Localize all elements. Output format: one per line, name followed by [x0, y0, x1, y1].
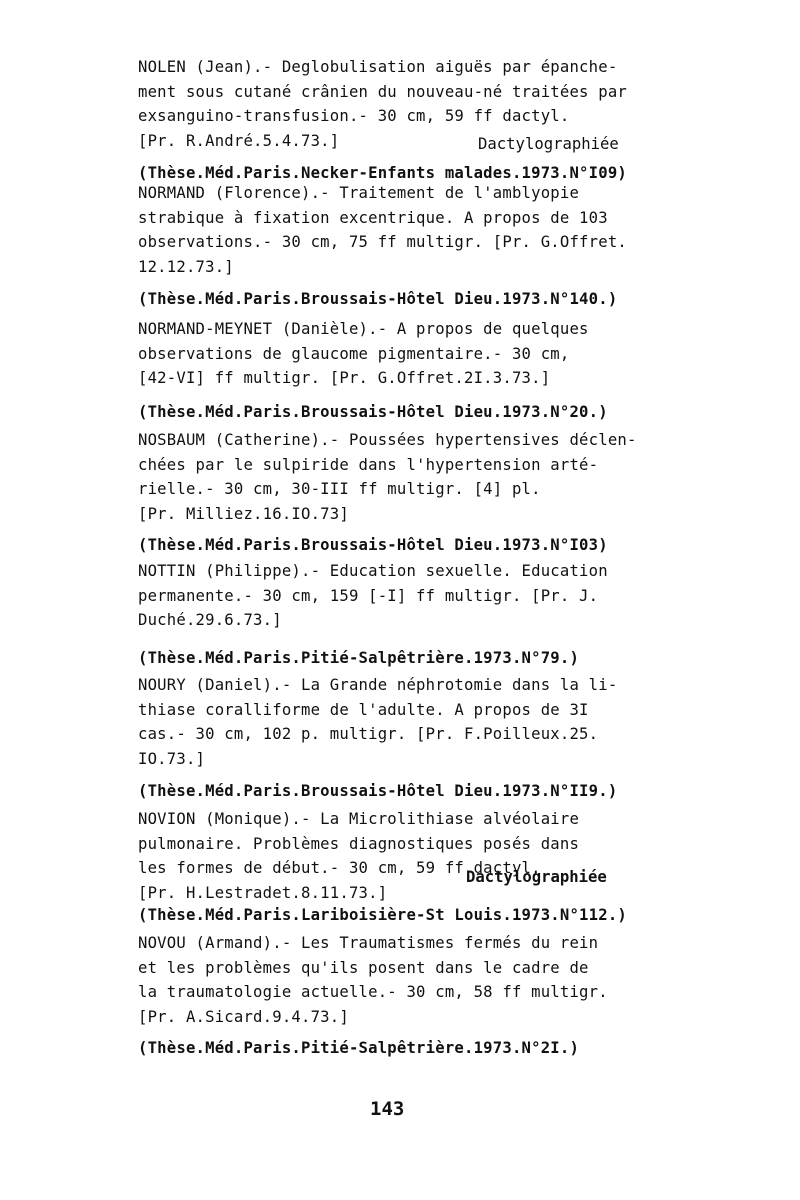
entry-line: NOTTIN (Philippe).- Education sexuelle. Education: [138, 562, 608, 580]
entry-citation: (Thèse.Méd.Paris.Pitié-Salpêtrière.1973.N°79.): [138, 649, 580, 667]
entry-line: ment sous cutané crânien du nouveau-né traitées par: [138, 82, 627, 101]
entry-line: NORMAND (Florence).- Traitement de l'amblyopie: [138, 184, 580, 202]
entry-line: strabique à fixation excentrique. A propos de 103: [138, 208, 608, 227]
entry-citation: (Thèse.Méd.Paris.Broussais-Hôtel Dieu.1973.N°20.): [138, 403, 608, 421]
entry-line: observations de glaucome pigmentaire.- 30 cm,: [138, 344, 570, 363]
entry-line: les formes de début.- 30 cm, 59 ff dactyl.: [138, 859, 541, 877]
format-marker: Dactylographiée: [478, 135, 619, 153]
entry-line: Duché.29.6.73.]: [138, 611, 282, 629]
entry-line: [42-VI] ff multigr. [Pr. G.Offret.2I.3.73.]: [138, 369, 551, 387]
entry-line: observations.- 30 cm, 75 ff multigr. [Pr. G.Offret.: [138, 233, 627, 251]
entry-line: et les problèmes qu'ils posent dans le cadre de: [138, 958, 589, 977]
bibliography-entry: [138, 317, 678, 391]
entry-line: NOVOU (Armand).- Les Traumatismes fermés du rein: [138, 934, 599, 952]
entry-line: IO.73.]: [138, 749, 206, 768]
entry-line: thiase coralliforme de l'adulte. A propos de 3I: [138, 700, 589, 719]
entry-line: 12.12.73.]: [138, 257, 234, 276]
bibliography-entry: [138, 181, 678, 279]
entry-line: la traumatologie actuelle.- 30 cm, 58 ff multigr.: [138, 983, 608, 1001]
entry-line: [Pr. R.André.5.4.73.]: [138, 131, 340, 150]
entry-line: chées par le sulpiride dans l'hypertension arté-: [138, 455, 599, 474]
entry-citation: (Thèse.Méd.Paris.Broussais-Hôtel Dieu.1973.N°140.): [138, 290, 618, 308]
entry-citation: (Thèse.Méd.Paris.Necker-Enfants malades.1973.N°I09): [138, 164, 627, 182]
bibliography-entry: [138, 559, 678, 633]
entry-line: NOLEN (Jean).- Deglobulisation aiguës par épanche-: [138, 58, 618, 76]
entry-line: cas.- 30 cm, 102 p. multigr. [Pr. F.Poilleux.25.: [138, 725, 599, 743]
entry-citation: (Thèse.Méd.Paris.Broussais-Hôtel Dieu.1973.N°I03): [138, 536, 608, 554]
entry-line: permanente.- 30 cm, 159 [-I] ff multigr. [Pr. J.: [138, 586, 599, 605]
bibliography-entry: [138, 807, 678, 905]
entry-line: pulmonaire. Problèmes diagnostiques posés dans: [138, 834, 580, 853]
bibliography-entry: [138, 673, 678, 771]
entry-line: [Pr. H.Lestradet.8.11.73.]: [138, 883, 388, 902]
entry-line: [Pr. A.Sicard.9.4.73.]: [138, 1007, 349, 1026]
format-marker: Dactylographiée: [466, 868, 607, 886]
entry-line: rielle.- 30 cm, 30-III ff multigr. [4] pl.: [138, 480, 541, 498]
entry-line: exsanguino-transfusion.- 30 cm, 59 ff dactyl.: [138, 107, 570, 125]
entry-citation: (Thèse.Méd.Paris.Pitié-Salpêtrière.1973.N°2I.): [138, 1039, 580, 1057]
entry-citation: (Thèse.Méd.Paris.Broussais-Hôtel Dieu.1973.N°II9.): [138, 782, 618, 800]
entry-line: NOVION (Monique).- La Microlithiase alvéolaire: [138, 810, 580, 828]
entry-line: [Pr. Milliez.16.IO.73]: [138, 504, 349, 523]
entry-citation: (Thèse.Méd.Paris.Lariboisière-St Louis.1973.N°112.): [138, 906, 627, 924]
entry-line: NORMAND-MEYNET (Danièle).- A propos de quelques: [138, 320, 589, 338]
bibliography-entry: [138, 428, 678, 526]
entry-line: NOSBAUM (Catherine).- Poussées hypertensives déclen-: [138, 431, 637, 449]
page-number: 143: [370, 1098, 405, 1120]
bibliography-entry: [138, 931, 678, 1029]
entry-line: NOURY (Daniel).- La Grande néphrotomie dans la li-: [138, 676, 618, 694]
